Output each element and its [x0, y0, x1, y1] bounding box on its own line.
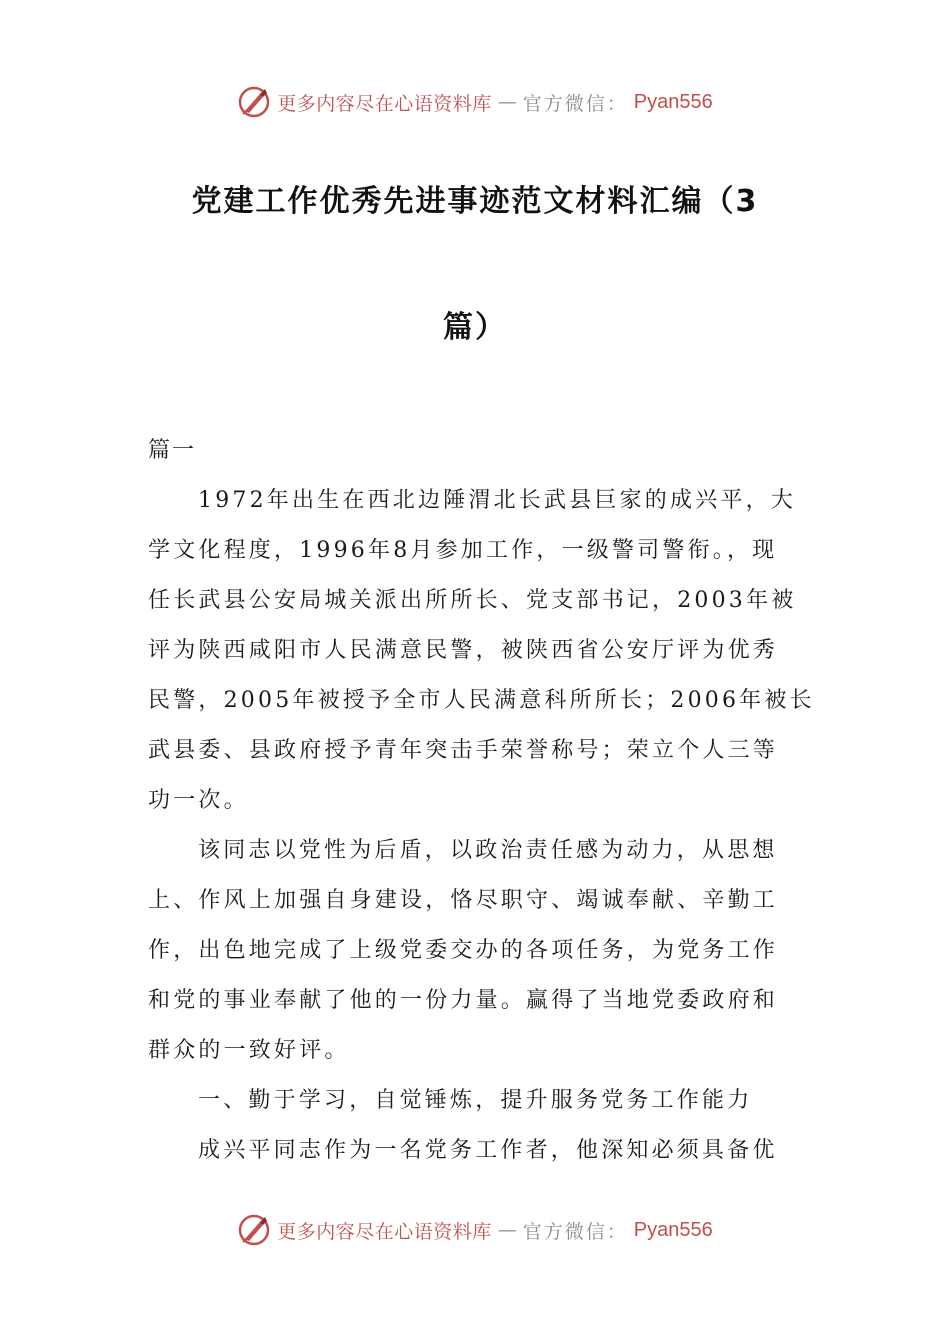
watermark-separator: — — [497, 91, 517, 113]
paragraph-line: 群众的一致好评。 — [148, 1038, 350, 1063]
document-title-line2: 篇） — [443, 310, 507, 345]
paragraph-line: 成兴平同志作为一名党务工作者，他深知必须具备优 — [198, 1138, 778, 1163]
section-heading-1 — [148, 1076, 808, 1126]
document-title-line1: 党建工作优秀先进事迹范文材料汇编（3 — [191, 184, 759, 219]
watermark-separator: — — [497, 1219, 517, 1241]
paragraph-line: 武县委、县政府授予青年突击手荣誉称号；荣立个人三等 — [148, 738, 779, 763]
paragraph-line: 民警，2005年被授予全市人民满意科所所长；2006年被长 — [148, 688, 815, 713]
paragraph-1 — [148, 476, 815, 826]
paragraph-line: 该同志以党性为后盾，以政治责任感为动力，从思想 — [198, 838, 778, 863]
paragraph-line: 和党的事业奉献了他的一份力量。赢得了当地党委政府和 — [148, 988, 779, 1013]
watermark-text: 更多内容尽在心语资料库 — [277, 92, 492, 115]
paragraph-line: 评为陕西咸阳市人民满意民警，被陕西省公安厅评为优秀 — [148, 638, 779, 663]
section-label: 篇一 — [148, 438, 197, 463]
watermark-wechat-id: Pyan556 — [633, 1218, 713, 1241]
pen-quill-logo-icon — [237, 1213, 271, 1247]
paragraph-line: 上、作风上加强自身建设，恪尽职守、竭诚奉献、辛勤工 — [148, 888, 779, 913]
watermark-wechat-label: 官方微信： — [522, 92, 628, 115]
paragraph-line: 1972年出生在西北边陲渭北长武县巨家的成兴平，大 — [198, 488, 796, 513]
watermark-wechat-id: Pyan556 — [633, 90, 713, 113]
paragraph-line: 一、勤于学习，自觉锤炼，提升服务党务工作能力 — [198, 1088, 753, 1113]
paragraph-2 — [148, 826, 808, 1076]
watermark-text: 更多内容尽在心语资料库 — [277, 1220, 492, 1243]
document-body — [148, 426, 815, 1176]
paragraph-line: 功一次。 — [148, 788, 249, 813]
watermark-wechat-label: 官方微信： — [522, 1220, 628, 1243]
pen-quill-logo-icon — [237, 85, 271, 119]
header-watermark — [0, 82, 950, 122]
footer-watermark — [0, 1210, 950, 1250]
paragraph-line: 作，出色地完成了上级党委交办的各项任务，为党务工作 — [148, 938, 779, 963]
paragraph-line: 学文化程度，1996年8月参加工作，一级警司警衔。，现 — [148, 538, 778, 563]
paragraph-line: 任长武县公安局城关派出所所长、党支部书记，2003年被 — [148, 588, 797, 613]
paragraph-3 — [148, 1126, 808, 1176]
